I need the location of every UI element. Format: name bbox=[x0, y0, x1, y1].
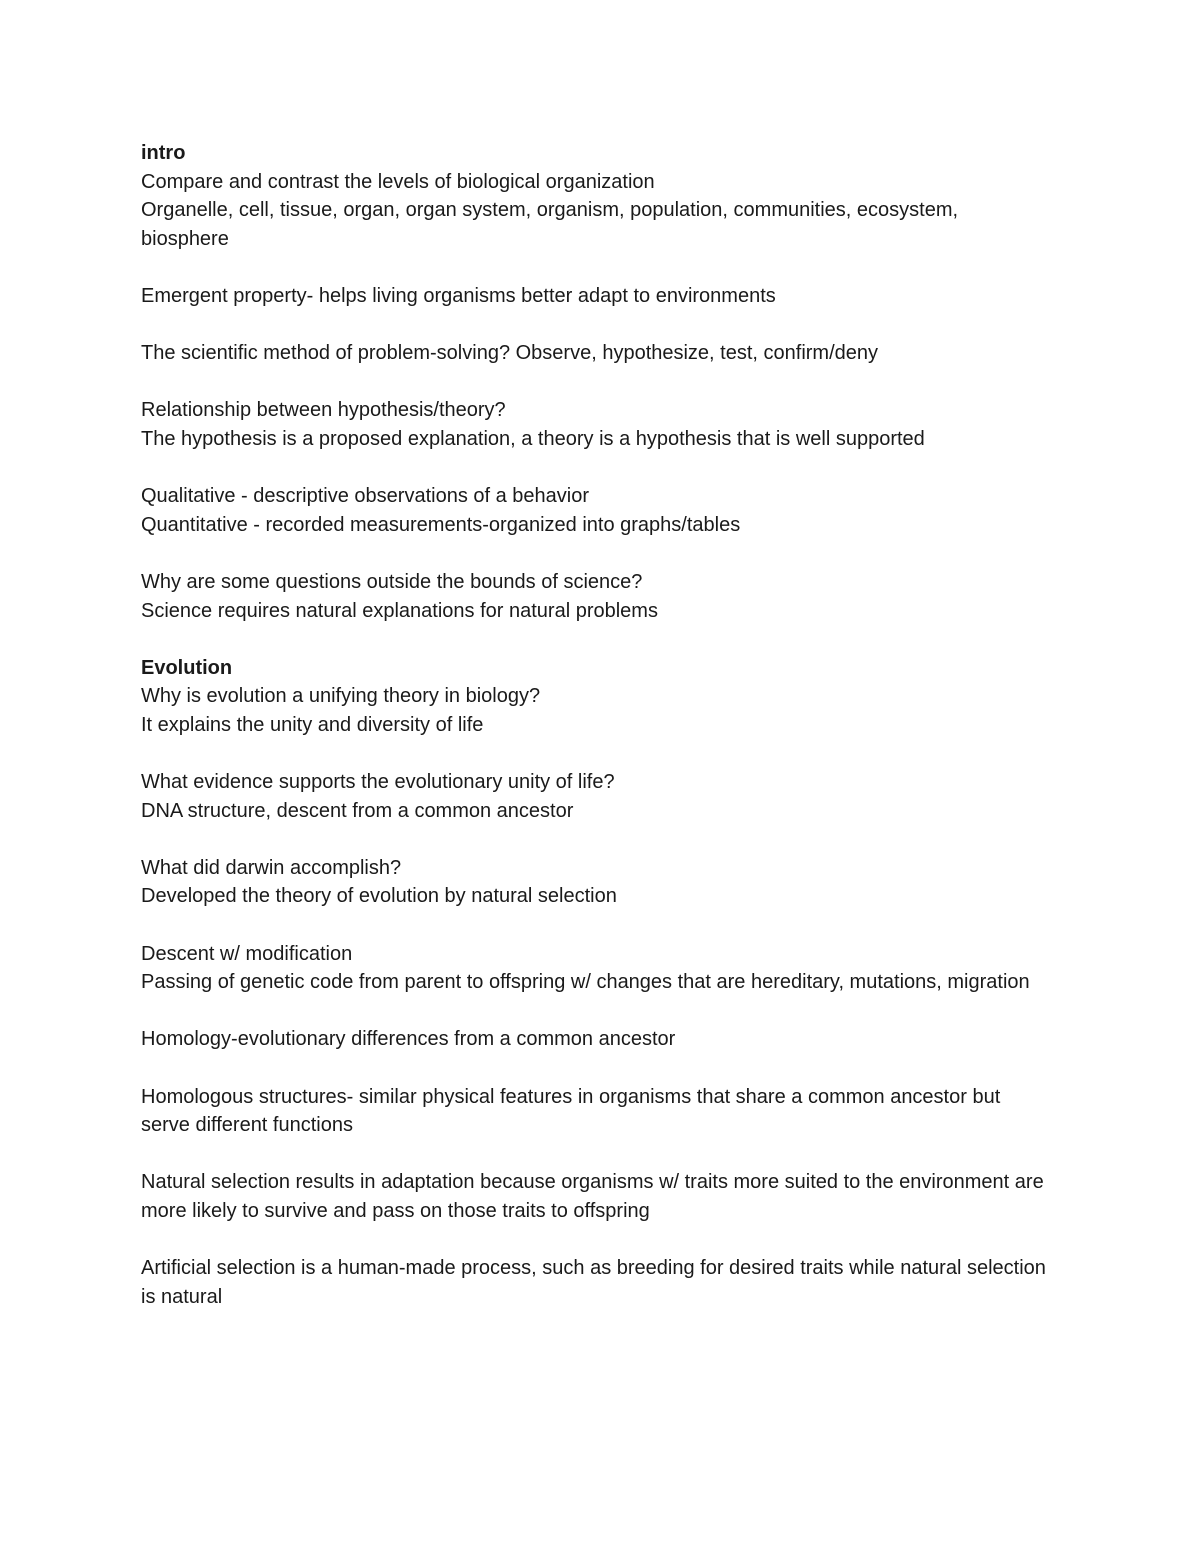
section-heading-intro: intro bbox=[141, 142, 186, 164]
bounds-answer: Science requires natural explanations for natural problems bbox=[141, 599, 658, 622]
section-heading-evolution: Evolution bbox=[141, 656, 233, 679]
paragraph-gap bbox=[141, 825, 1051, 854]
document-page bbox=[141, 139, 1051, 1311]
bounds-question: Why are some questions outside the bounds of science? bbox=[141, 570, 643, 593]
descent-definition: Passing of genetic code from parent to offspring w/ changes that are hereditary, mutations, migration bbox=[141, 971, 1030, 994]
qualitative-note: Qualitative - descriptive observations of a behavior bbox=[141, 485, 590, 508]
unifying-question: Why is evolution a unifying theory in biology? bbox=[141, 685, 541, 708]
paragraph-gap bbox=[141, 368, 1051, 397]
darwin-answer: Developed the theory of evolution by natural selection bbox=[141, 885, 617, 908]
paragraph-gap bbox=[141, 311, 1051, 340]
evidence-answer: DNA structure, descent from a common ancestor bbox=[141, 799, 574, 822]
artificial-selection-note: Artificial selection is a human-made process, such as breeding for desired traits while natural selection is natural bbox=[141, 1257, 1046, 1308]
paragraph-gap bbox=[141, 625, 1051, 654]
descent-term: Descent w/ modification bbox=[141, 942, 353, 965]
quantitative-note: Quantitative - recorded measurements-organized into graphs/tables bbox=[141, 513, 741, 536]
paragraph-gap bbox=[141, 1140, 1051, 1169]
scientific-method-note: The scientific method of problem-solving? Observe, hypothesize, test, confirm/deny bbox=[141, 342, 879, 365]
homology-note: Homology-evolutionary differences from a common ancestor bbox=[141, 1028, 676, 1051]
paragraph-gap bbox=[141, 454, 1051, 483]
paragraph-gap bbox=[141, 1226, 1051, 1255]
paragraph-gap bbox=[141, 739, 1051, 768]
paragraph-gap bbox=[141, 997, 1051, 1026]
paragraph-gap bbox=[141, 911, 1051, 940]
paragraph-gap bbox=[141, 539, 1051, 568]
natural-selection-note: Natural selection results in adaptation because organisms w/ traits more suited to the environment are more likely to survive and pass on those traits to offspring bbox=[141, 1171, 1044, 1222]
evidence-question: What evidence supports the evolutionary unity of life? bbox=[141, 771, 615, 794]
unifying-answer: It explains the unity and diversity of life bbox=[141, 713, 484, 736]
hypothesis-question: Relationship between hypothesis/theory? bbox=[141, 399, 506, 422]
levels-question: Compare and contrast the levels of biological organization bbox=[141, 170, 655, 193]
levels-answer: Organelle, cell, tissue, organ, organ system, organism, population, communities, ecosystem, biosphere bbox=[141, 199, 959, 250]
paragraph-gap bbox=[141, 253, 1051, 282]
emergent-property-note: Emergent property- helps living organisms better adapt to environments bbox=[141, 284, 776, 307]
hypothesis-answer: The hypothesis is a proposed explanation, a theory is a hypothesis that is well supported bbox=[141, 427, 925, 450]
darwin-question: What did darwin accomplish? bbox=[141, 856, 402, 879]
paragraph-gap bbox=[141, 1054, 1051, 1083]
homologous-structures-note: Homologous structures- similar physical features in organisms that share a common ancestor but serve different functions bbox=[141, 1085, 1001, 1137]
